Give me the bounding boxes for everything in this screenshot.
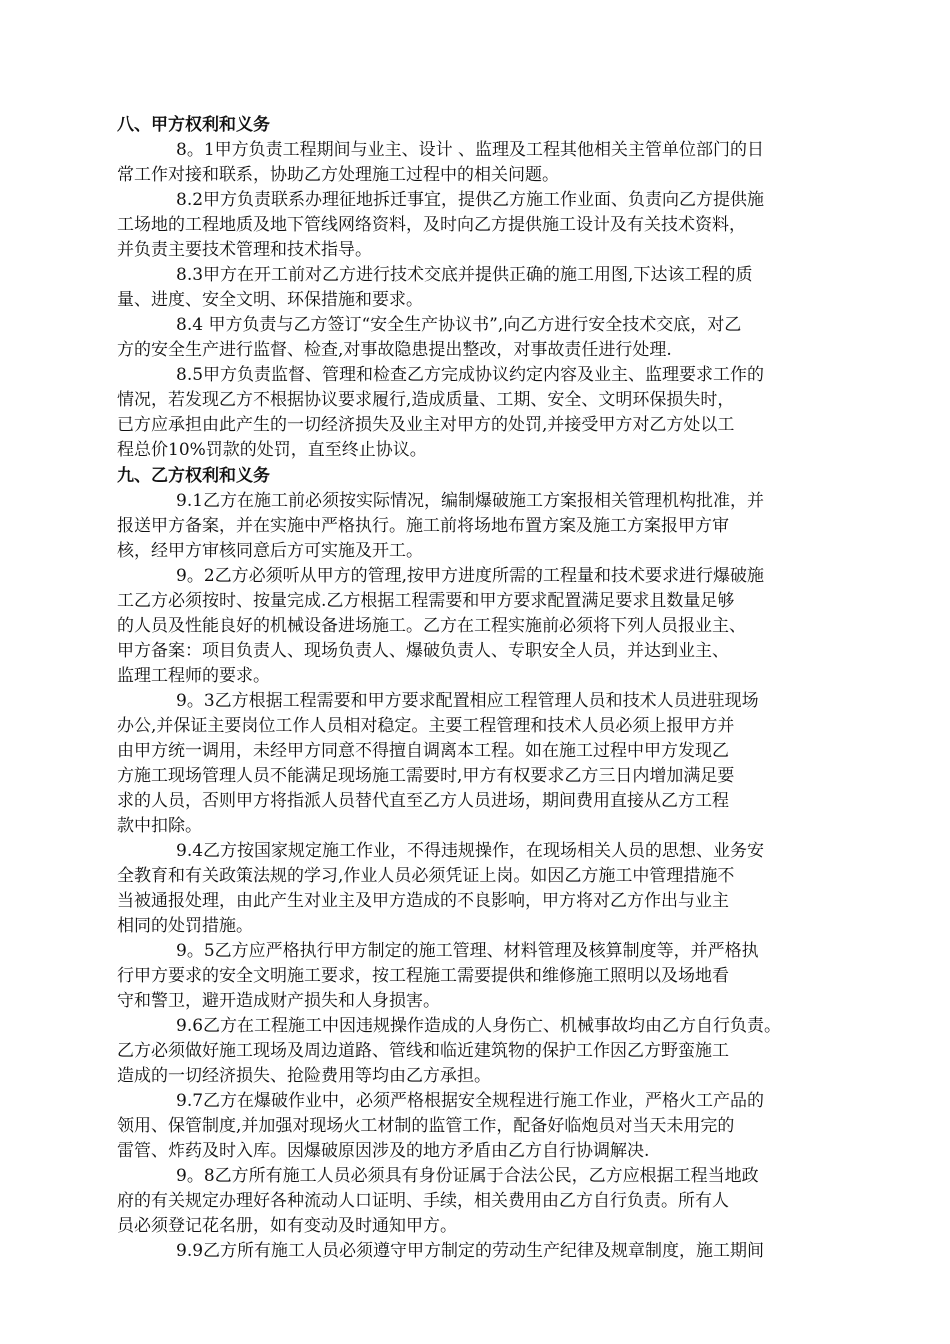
paragraph-line: 相同的处罚措施。 bbox=[117, 916, 253, 936]
paragraph-line: 方的安全生产进行监督、检查,对事故隐患提出整改，对事故责任进行处理. bbox=[117, 340, 672, 360]
paragraph-line: 甲方备案：项目负责人、现场负责人、爆破负责人、专职安全人员，并达到业主、 bbox=[117, 641, 729, 661]
paragraph-line: 款中扣除。 bbox=[117, 816, 202, 836]
paragraph-line: 雷管、炸药及时入库。因爆破原因涉及的地方矛盾由乙方自行协调解决. bbox=[117, 1141, 650, 1161]
section-heading: 八、甲方权利和义务 bbox=[117, 115, 270, 135]
paragraph-line: 领用、保管制度,并加强对现场火工材制的监管工作，配备好临炮员对当天未用完的 bbox=[117, 1116, 735, 1136]
paragraph-first-line: 8.5甲方负责监督、管理和检查乙方完成协议约定内容及业主、监理要求工作的 bbox=[176, 365, 765, 385]
paragraph-line: 守和警卫，避开造成财产损失和人身损害。 bbox=[117, 991, 440, 1011]
paragraph-line: 程总价10%罚款的处罚，直至终止协议。 bbox=[117, 440, 427, 460]
paragraph-first-line: 8.4 甲方负责与乙方签订“安全生产协议书”,向乙方进行安全技术交底，对乙 bbox=[176, 315, 742, 335]
paragraph-line: 监理工程师的要求。 bbox=[117, 666, 270, 686]
paragraph-line: 常工作对接和联系，协助乙方处理施工过程中的相关问题。 bbox=[117, 165, 559, 185]
paragraph-line: 全教育和有关政策法规的学习,作业人员必须凭证上岗。如因乙方施工中管理措施不 bbox=[117, 866, 735, 886]
paragraph-line: 已方应承担由此产生的一切经济损失及业主对甲方的处罚,并接受甲方对乙方处以工 bbox=[117, 415, 735, 435]
paragraph-first-line: 8.2甲方负责联系办理征地拆迁事宜，提供乙方施工作业面、负责向乙方提供施 bbox=[176, 190, 765, 210]
paragraph-first-line: 9.9乙方所有施工人员必须遵守甲方制定的劳动生产纪律及规章制度，施工期间 bbox=[176, 1241, 765, 1261]
paragraph-first-line: 8。1甲方负责工程期间与业主、设计 、监理及工程其他相关主管单位部门的日 bbox=[176, 140, 765, 160]
paragraph-line: 方施工现场管理人员不能满足现场施工需要时,甲方有权要求乙方三日内增加满足要 bbox=[117, 766, 735, 786]
paragraph-first-line: 9。2乙方必须听从甲方的管理,按甲方进度所需的工程量和技术要求进行爆破施 bbox=[176, 566, 765, 586]
document-body bbox=[117, 112, 859, 1264]
paragraph-line: 办公,并保证主要岗位工作人员相对稳定。主要工程管理和技术人员必须上报甲方并 bbox=[117, 716, 735, 736]
paragraph-line: 求的人员，否则甲方将指派人员替代直至乙方人员进场，期间费用直接从乙方工程 bbox=[117, 791, 729, 811]
paragraph-line: 造成的一切经济损失、抢险费用等均由乙方承担。 bbox=[117, 1066, 491, 1086]
paragraph-line: 并负责主要技术管理和技术指导。 bbox=[117, 240, 372, 260]
paragraph-line: 报送甲方备案，并在实施中严格执行。施工前将场地布置方案及施工方案报甲方审 bbox=[117, 516, 729, 536]
paragraph-line: 乙方必须做好施工现场及周边道路、管线和临近建筑物的保护工作因乙方野蛮施工 bbox=[117, 1041, 729, 1061]
paragraph-first-line: 9.1乙方在施工前必须按实际情况，编制爆破施工方案报相关管理机构批准，并 bbox=[176, 491, 765, 511]
paragraph-first-line: 9.4乙方按国家规定施工作业，不得违规操作，在现场相关人员的思想、业务安 bbox=[176, 841, 765, 861]
paragraph-first-line: 8.3甲方在开工前对乙方进行技术交底并提供正确的施工用图,下达该工程的质 bbox=[176, 265, 753, 285]
paragraph-line: 的人员及性能良好的机械设备进场施工。乙方在工程实施前必须将下列人员报业主、 bbox=[117, 616, 746, 636]
paragraph-first-line: 9.6乙方在工程施工中因违规操作造成的人身伤亡、机械事故均由乙方自行负责。 bbox=[176, 1016, 782, 1036]
paragraph-line: 核，经甲方审核同意后方可实施及开工。 bbox=[117, 541, 423, 561]
paragraph-line: 府的有关规定办理好各种流动人口证明、手续，相关费用由乙方自行负责。所有人 bbox=[117, 1191, 729, 1211]
section-heading: 九、乙方权利和义务 bbox=[117, 466, 270, 486]
paragraph-line: 工场地的工程地质及地下管线网络资料，及时向乙方提供施工设计及有关技术资料， bbox=[117, 215, 746, 235]
paragraph-first-line: 9。8乙方所有施工人员必须具有身份证属于合法公民，乙方应根据工程当地政 bbox=[176, 1166, 759, 1186]
paragraph-first-line: 9。3乙方根据工程需要和甲方要求配置相应工程管理人员和技术人员进驻现场 bbox=[176, 691, 759, 711]
paragraph-first-line: 9.7乙方在爆破作业中，必须严格根据安全规程进行施工作业，严格火工产品的 bbox=[176, 1091, 765, 1111]
paragraph-line: 由甲方统一调用，未经甲方同意不得擅自调离本工程。如在施工过程中甲方发现乙 bbox=[117, 741, 729, 761]
paragraph-line: 情况，若发现乙方不根据协议要求履行,造成质量、工期、安全、文明环保损失时， bbox=[117, 390, 735, 410]
paragraph-first-line: 9。5乙方应严格执行甲方制定的施工管理、材料管理及核算制度等，并严格执 bbox=[176, 941, 759, 961]
paragraph-line: 量、进度、安全文明、环保措施和要求。 bbox=[117, 290, 423, 310]
paragraph-line: 行甲方要求的安全文明施工要求，按工程施工需要提供和维修施工照明以及场地看 bbox=[117, 966, 729, 986]
paragraph-line: 员必须登记花名册，如有变动及时通知甲方。 bbox=[117, 1216, 457, 1236]
paragraph-line: 工乙方必须按时、按量完成.乙方根据工程需要和甲方要求配置满足要求且数量足够 bbox=[117, 591, 735, 611]
paragraph-line: 当被通报处理，由此产生对业主及甲方造成的不良影响，甲方将对乙方作出与业主 bbox=[117, 891, 729, 911]
